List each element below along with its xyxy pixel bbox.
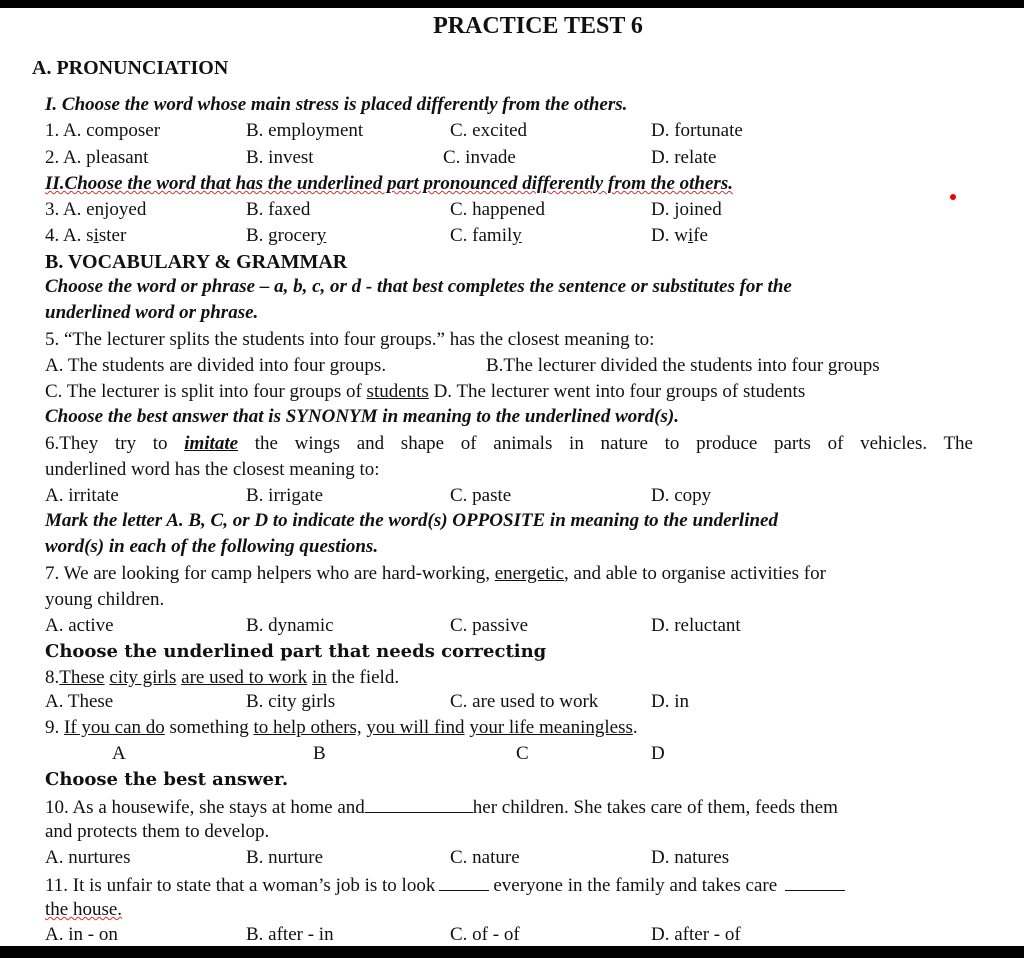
q6-stem-line1 [45,432,973,456]
q6-option-a: A. irritate [45,485,119,506]
q6-target-word: imitate [184,433,239,454]
q9-label-b: B [313,743,326,764]
q4-a-underlined: i [93,225,99,246]
q5-c-underlined: students [366,381,429,402]
q8-option-b: B. city girls [246,691,336,712]
q4-b-prefix: B. grocer [246,225,317,246]
q3-option-a: 3. A. enjoyed [45,199,147,220]
q10-suffix: her children. She takes care of them, feeds them [472,797,838,818]
q8-part-a: These [59,667,105,688]
q1-option-a: 1. A. composer [45,120,161,141]
q4-option-b [246,224,326,248]
q5-c-text: C. The lecturer is split into four groups of [45,381,367,402]
instruction-part-2-text: II.Choose the word that has the underlined part pronounced differently from the others. [45,173,733,194]
q5-option-c-d [45,380,805,404]
q9-part-d: your life meaningless [469,717,633,738]
q7-prefix: 7. We are looking for camp helpers who are hard-working, [45,563,495,584]
q4-option-a [45,224,126,248]
instruction-vocab-line1: Choose the word or phrase – a, b, c, or d - that best completes the sentence or substitutes for the [45,276,792,297]
q2-option-c: C. invade [443,147,516,168]
q3-option-d: D. joined [651,199,722,220]
q4-option-c [450,224,522,248]
instruction-correcting: Choose the underlined part that needs correcting [45,641,547,662]
instruction-part-2 [45,172,733,196]
q9-label-c: C [516,743,529,764]
q8-part-b: city girls [109,667,177,688]
q8-number: 8. [45,667,60,688]
q4-c-underlined: y [512,225,522,246]
q11-line2-text: the house. [45,899,123,920]
q10-option-d: D. natures [651,847,730,868]
q10-option-c: C. nature [450,847,520,868]
instruction-vocab-line2: underlined word or phrase. [45,302,259,323]
q4-d-underlined: i [687,225,694,246]
q1-option-c: C. excited [450,120,528,141]
q7-target-word: energetic [494,563,565,584]
q7-stem-line1 [45,562,826,586]
q6-suffix: the wings and shape of animals in nature to produce parts of vehicles. The [238,433,973,454]
instruction-opposite-line1: Mark the letter A. B, C, or D to indicate the word(s) OPPOSITE in meaning to the underlined [45,510,778,531]
q7-option-d: D. reluctant [651,615,741,636]
instruction-opposite-line2: word(s) in each of the following questions. [45,536,379,557]
q10-stem-line2: and protects them to develop. [45,821,270,842]
q1-option-d: D. fortunate [651,120,743,141]
q11-option-c: C. of - of [450,924,520,945]
q9-number: 9. [45,717,64,738]
q9-part-b: to help others, [253,717,362,738]
q11-option-a: A. in - on [45,924,118,945]
q2-option-d: D. relate [651,147,717,168]
q4-a-suffix: ster [98,225,127,246]
red-dot-marker [950,194,956,200]
q9-label-d: D [651,743,665,764]
q2-option-b: B. invest [246,147,314,168]
q11-prefix: 11. It is unfair to state that a woman’s job is to look [45,875,436,896]
q6-stem-line2: underlined word has the closest meaning to: [45,459,380,480]
section-pronunciation: A. PRONUNCIATION [32,57,229,79]
q2-option-a: 2. A. pleasant [45,147,149,168]
q10-option-a: A. nurtures [45,847,131,868]
instruction-best-answer: Choose the best answer. [45,769,289,790]
q5-option-a: A. The students are divided into four groups. [45,355,387,376]
q8-option-a: A. These [45,691,114,712]
q8-stem [45,666,399,690]
section-vocabulary-grammar: B. VOCABULARY & GRAMMAR [45,251,348,273]
q6-option-d: D. copy [651,485,712,506]
q8-suffix: the field. [326,667,400,688]
q6-option-b: B. irrigate [246,485,324,506]
q5-stem: 5. “The lecturer splits the students into four groups.” has the closest meaning to: [45,329,655,350]
q8-part-d: in [312,667,327,688]
q11-stem-line2 [45,898,122,922]
q4-a-prefix: 4. A. s [45,225,94,246]
q9-label-a: A [112,743,126,764]
q11-stem-line1 [45,872,845,896]
q10-prefix: 10. As a housewife, she stays at home and [45,797,365,818]
q10-option-b: B. nurture [246,847,324,868]
q3-option-b: B. faxed [246,199,311,220]
q5-option-b: B.The lecturer divided the students into four groups [486,355,880,376]
q8-part-c: are used to work [181,667,308,688]
q4-d-prefix: D. w [651,225,688,246]
q9-suffix: . [632,717,638,738]
q11-option-b: B. after - in [246,924,334,945]
q11-blank-1 [439,872,489,891]
q9-spacer-1: something [164,717,254,738]
instruction-part-1: I. Choose the word whose main stress is placed differently from the others. [45,94,628,115]
q7-suffix: , and able to organise activities for [564,563,826,584]
q11-option-d: D. after - of [651,924,741,945]
q10-blank [365,794,473,813]
q7-option-c: C. passive [450,615,529,636]
q4-b-underlined: y [316,225,327,246]
q8-option-c: C. are used to work [450,691,599,712]
q3-option-c: C. happened [450,199,545,220]
q4-d-suffix: fe [693,225,708,246]
q1-option-b: B. employment [246,120,364,141]
q6-prefix: 6.They try to [45,433,185,454]
q8-option-d: D. in [651,691,689,712]
q9-part-c: you will find [366,717,465,738]
q9-stem [45,716,638,740]
q7-stem-line2: young children. [45,589,165,610]
q9-part-a: If you can do [64,717,165,738]
page-title: PRACTICE TEST 6 [433,13,643,39]
q10-stem-line1 [45,794,838,818]
bottom-border [0,946,1024,958]
instruction-synonym: Choose the best answer that is SYNONYM in meaning to the underlined word(s). [45,406,679,427]
q4-option-d [651,224,708,248]
q7-option-a: A. active [45,615,114,636]
q4-c-prefix: C. famil [450,225,513,246]
q5-option-d: D. The lecturer went into four groups of students [428,381,806,402]
q7-option-b: B. dynamic [246,615,334,636]
q11-middle: everyone in the family and takes care [493,875,778,896]
q6-option-c: C. paste [450,485,512,506]
q11-blank-2 [785,872,845,891]
